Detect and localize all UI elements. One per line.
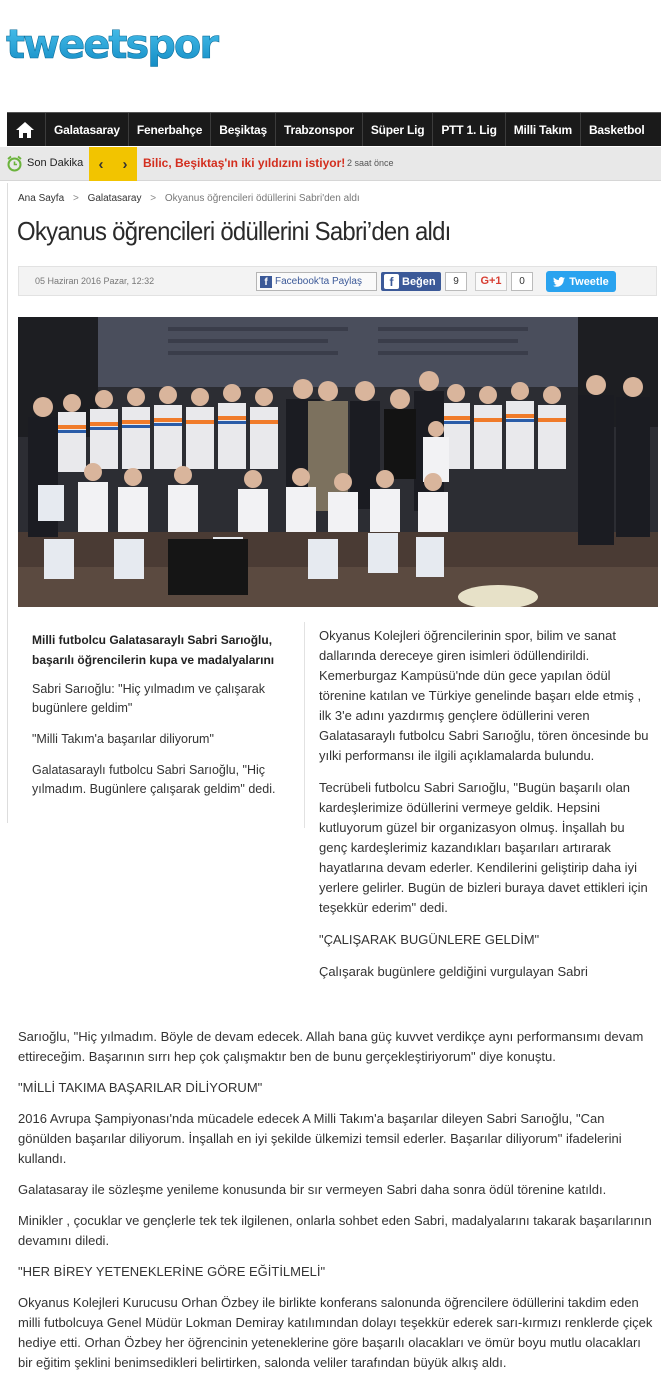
article-paragraph: Okyanus Kolejleri Kurucusu Orhan Özbey ile birlikte konferans salonunda öğrencilere ödüllerini takdim eden milli futbolcuya Genel Müdür Lokman Demiray katılımından dolayı teşekkür ederek sarı-kırmızı renklerde çiçek hediye etti. Orhan Özbey her öğrencinin yeteneklerine göre başarılı olacakları ve ömür boyu mutlu olacakları bir eğitim şeklini benimsedikleri belirtirken, salonda veliler tarafından büyük alkış aldı. (18, 1295, 653, 1370)
ticker-arrows (89, 147, 137, 181)
breadcrumb (18, 193, 360, 204)
like-count: 9 (445, 272, 467, 291)
google-plus-button[interactable]: G+1 (475, 272, 507, 291)
article-title: Okyanus öğrencileri ödüllerini Sabri’den aldı (17, 216, 451, 246)
breadcrumb-separator: > (150, 193, 157, 204)
logo-text: tweetspor (6, 22, 218, 68)
like-label: Beğen (402, 275, 436, 288)
breadcrumb-home[interactable]: Ana Sayfa (18, 193, 65, 204)
ticker-prev-button[interactable]: ‹ (98, 155, 104, 173)
facebook-share-label: Facebook'ta Paylaş (275, 276, 362, 287)
ticker-headline-link[interactable]: Bilic, Beşiktaş'ın iki yıldızını istiyor! (143, 156, 346, 170)
nav-item-ptt-1-lig[interactable]: PTT 1. Lig (432, 113, 504, 146)
nav-item-milli-takim[interactable]: Milli Takım (505, 113, 580, 146)
article-subheading: "ÇALIŞARAK BUGÜNLERE GELDİM" (319, 932, 540, 947)
article-paragraph: Okyanus Kolejleri öğrencilerinin spor, bilim ve sanat dallarında dereceye giren isimleri ödüllendirildi. Kemerburgaz Kampüsü'nde dün gece yapılan ödül törenine katılan ve Türkiye genelinde başarı elde etmiş , ilk 3'e adını yazdırmış gençlere ödüllerini veren Galatasaraylı futbolcu Sabri Sarıoğlu, tören öncesinde bu yılki performansı ile ilgili açıklamalarda bulundu. (319, 628, 649, 763)
nav-item-super-lig[interactable]: Süper Lig (362, 113, 433, 146)
ticker-time: 2 saat önce (347, 158, 394, 168)
nav-list (45, 113, 653, 146)
article-subheading: "HER BİREY YETENEKLERİNE GÖRE EĞİTİLMELİ" (18, 1264, 326, 1279)
article-body-full (18, 1027, 658, 1384)
nav-item-galatasaray[interactable]: Galatasaray (45, 113, 128, 146)
article-subheading: "MİLLİ TAKIMA BAŞARILAR DİLİYORUM" (18, 1080, 263, 1095)
article-meta-bar (18, 266, 657, 296)
left-border (7, 183, 8, 823)
article-paragraph: Tecrübeli futbolcu Sabri Sarıoğlu, "Bugün başarılı olan kardeşlerimize ödüllerini vermeye geldik. Hepsini kutluyorum güzel bir organizasyon olmuş. İnşallah bu genç kardeşlerimiz kazandıkları başarıları artırarak hayatlarına devam ederler. Kendilerini geliştirip daha iyi yerlere gelirler. Bugün de bizleri buraya davet ettikleri için teşekkür ederim" dedi. (319, 780, 648, 915)
home-icon (15, 121, 35, 139)
gplus-count: 0 (511, 272, 533, 291)
tweet-label: Tweetle (569, 275, 609, 288)
home-button[interactable] (7, 113, 43, 146)
facebook-icon: f (260, 276, 272, 288)
article-paragraph: 2016 Avrupa Şampiyonası'nda mücadele edecek A Milli Takım'a başarılar dileyen Sabri Sarıoğlu, "Can gönülden başarılar diliyorum. İnşallah en iyi şekilde ülkemizi temsil ederler. Başarılar diliyorum" ifadelerini kullandı. (18, 1111, 622, 1166)
lead-line: Milli futbolcu Galatasaraylı Sabri Sarıoğlu, (32, 633, 273, 647)
article-photo (18, 317, 658, 607)
alarm-clock-icon (6, 155, 23, 172)
tweet-button[interactable] (546, 271, 616, 292)
article-highlights (32, 680, 304, 811)
highlight-item: Sabri Sarıoğlu: "Hiç yılmadım ve çalışarak bugünlere geldim" (32, 682, 265, 715)
facebook-share-button[interactable] (256, 272, 377, 291)
nav-item-besiktas[interactable]: Beşiktaş (210, 113, 275, 146)
breaking-news-ticker (0, 147, 661, 181)
breadcrumb-current: Okyanus öğrencileri ödüllerini Sabri'den aldı (164, 193, 360, 204)
article-paragraph: Galatasaray ile sözleşme yenileme konusunda bir sır vermeyen Sabri daha sonra ödül törenine katıldı. (18, 1182, 607, 1197)
site-logo[interactable] (4, 22, 234, 78)
article-body-column (319, 626, 649, 994)
nav-item-trabzonspor[interactable]: Trabzonspor (275, 113, 362, 146)
nav-item-fenerbahce[interactable]: Fenerbahçe (128, 113, 210, 146)
article-paragraph: Sarıoğlu, "Hiç yılmadım. Böyle de devam edecek. Allah bana güç kuvvet verdikçe aynı performansımı devam ettireceğim. Başarının sırrı hep çok çalışmaktır ben de bunu gerçekleştiriyorum" diye konuştu. (18, 1029, 644, 1064)
facebook-like-button[interactable] (381, 272, 441, 291)
breadcrumb-category[interactable]: Galatasaray (87, 193, 142, 204)
twitter-bird-icon (553, 277, 565, 287)
highlight-item: "Milli Takım'a başarılar diliyorum" (32, 732, 214, 746)
main-nav (7, 112, 661, 146)
facebook-icon: f (384, 274, 399, 289)
article-paragraph: Minikler , çocuklar ve gençlerle tek tek ilgilenen, onlarla sohbet eden Sabri, madalyalarını takarak başarılarının devamını diledi. (18, 1213, 652, 1248)
ticker-next-button[interactable]: › (122, 155, 128, 173)
column-divider (304, 622, 305, 828)
highlight-item: Galatasaraylı futbolcu Sabri Sarıoğlu, "Hiç yılmadım. Bugünlere çalışarak geldim" dedi. (32, 763, 276, 796)
article-paragraph: Çalışarak bugünlere geldiğini vurgulayan Sabri (319, 964, 588, 979)
article-date: 05 Haziran 2016 Pazar, 12:32 (35, 276, 155, 286)
ticker-label: Son Dakika (27, 157, 84, 169)
lead-line: başarılı öğrencilerin kupa ve madalyalarını (32, 653, 275, 667)
nav-item-basketbol[interactable]: Basketbol (580, 113, 653, 146)
breadcrumb-separator: > (72, 193, 79, 204)
article-lead (32, 630, 317, 670)
